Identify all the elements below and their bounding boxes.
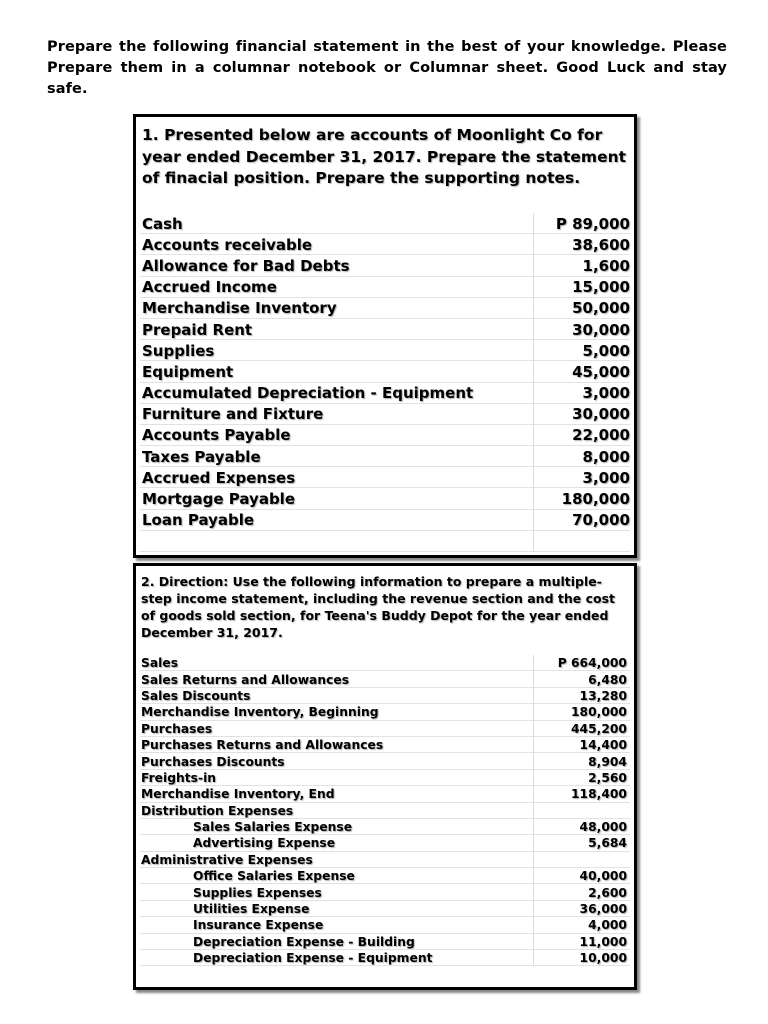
account-amount: 2,560 xyxy=(588,770,627,785)
account-label: Accumulated Depreciation - Equipment xyxy=(142,384,474,403)
table-row xyxy=(136,425,634,446)
section-label: Administrative Expenses xyxy=(141,852,313,867)
account-label: Loan Payable xyxy=(142,511,255,530)
account-amount: 5,000 xyxy=(582,341,630,360)
table-row xyxy=(136,446,634,467)
account-amount: 180,000 xyxy=(561,490,630,509)
account-label: Accrued Expenses xyxy=(142,468,296,487)
account-amount: 3,000 xyxy=(582,384,630,403)
account-amount: 8,000 xyxy=(582,447,630,466)
account-amount: 11,000 xyxy=(579,934,627,949)
account-label: Depreciation Expense - Building xyxy=(193,934,415,949)
account-label: Merchandise Inventory xyxy=(142,299,337,318)
account-label: Office Salaries Expense xyxy=(193,869,355,884)
account-label: Cash xyxy=(142,214,183,233)
account-amount: 6,480 xyxy=(588,672,627,687)
problem-2-table xyxy=(136,655,634,966)
table-row xyxy=(136,277,634,298)
account-label: Purchases Returns and Allowances xyxy=(141,738,384,753)
account-label: Insurance Expense xyxy=(193,918,324,933)
account-amount: 4,000 xyxy=(588,918,627,933)
account-amount: 36,000 xyxy=(579,902,627,917)
problem-2-box xyxy=(133,563,637,990)
account-amount: 38,600 xyxy=(572,235,630,254)
account-label: Taxes Payable xyxy=(142,447,261,466)
problem-1-table xyxy=(136,213,634,552)
account-label: Depreciation Expense - Equipment xyxy=(193,951,433,966)
table-row-empty xyxy=(136,531,634,552)
account-label: Accounts Payable xyxy=(142,426,291,445)
account-amount: 22,000 xyxy=(572,426,630,445)
table-row xyxy=(136,901,634,917)
account-label: Sales Returns and Allowances xyxy=(141,672,350,687)
table-row xyxy=(136,361,634,382)
account-amount: 14,400 xyxy=(579,738,627,753)
account-label: Supplies Expenses xyxy=(193,885,322,900)
problem-1-box xyxy=(133,114,637,558)
account-label: Sales xyxy=(141,656,179,671)
account-amount: 48,000 xyxy=(579,820,627,835)
section-header-row xyxy=(136,803,634,819)
account-amount: 10,000 xyxy=(579,951,627,966)
table-row xyxy=(136,298,634,319)
section-label: Distribution Expenses xyxy=(141,803,294,818)
table-row xyxy=(136,917,634,933)
table-row xyxy=(136,737,634,753)
account-amount: 5,684 xyxy=(588,836,627,851)
account-amount: 13,280 xyxy=(579,688,627,703)
account-amount: 40,000 xyxy=(579,869,627,884)
table-row xyxy=(136,770,634,786)
account-label: Advertising Expense xyxy=(193,836,336,851)
table-row xyxy=(136,655,634,671)
table-row xyxy=(136,688,634,704)
account-amount: 2,600 xyxy=(588,885,627,900)
account-label: Accrued Income xyxy=(142,278,277,297)
table-row xyxy=(136,319,634,340)
table-row xyxy=(136,340,634,361)
instructions-text: Prepare the following financial statement in the best of your knowledge. Please Prepare them in a columnar notebook or Columnar sheet. Good Luck and stay safe. xyxy=(47,39,727,97)
table-row xyxy=(136,467,634,488)
table-row xyxy=(136,234,634,255)
account-label: Sales Discounts xyxy=(141,688,251,703)
table-row xyxy=(136,488,634,509)
account-label: Furniture and Fixture xyxy=(142,405,324,424)
account-label: Accounts receivable xyxy=(142,235,313,254)
account-label: Merchandise Inventory, End xyxy=(141,787,335,802)
table-row xyxy=(136,255,634,276)
section-header-row xyxy=(136,852,634,868)
account-amount: 8,904 xyxy=(588,754,627,769)
table-row xyxy=(136,704,634,720)
table-row xyxy=(136,934,634,950)
table-row xyxy=(136,404,634,425)
account-amount: P 664,000 xyxy=(557,656,627,671)
account-label: Purchases xyxy=(141,721,213,736)
account-amount: 70,000 xyxy=(572,511,630,530)
account-amount: 30,000 xyxy=(572,405,630,424)
table-row xyxy=(136,671,634,687)
account-amount: 180,000 xyxy=(570,705,627,720)
account-label: Sales Salaries Expense xyxy=(193,820,353,835)
account-label: Supplies xyxy=(142,341,215,360)
table-row xyxy=(136,753,634,769)
account-amount: P 89,000 xyxy=(555,214,630,233)
account-label: Allowance for Bad Debts xyxy=(142,256,350,275)
account-label: Freights-in xyxy=(141,770,217,785)
account-label: Purchases Discounts xyxy=(141,754,285,769)
table-row xyxy=(136,819,634,835)
account-amount: 3,000 xyxy=(582,468,630,487)
account-amount: 45,000 xyxy=(572,362,630,381)
table-row xyxy=(136,213,634,234)
problem-2-heading: 2. Direction: Use the following information to prepare a multiple-step income statement, including the revenue section and the cost of goods sold section, for Teena's Buddy Depot for the year ended December 31, 2017. xyxy=(141,574,615,640)
account-label: Mortgage Payable xyxy=(142,490,295,509)
table-row xyxy=(136,510,634,531)
account-amount: 118,400 xyxy=(570,787,627,802)
account-label: Merchandise Inventory, Beginning xyxy=(141,705,379,720)
account-amount: 30,000 xyxy=(572,320,630,339)
table-row xyxy=(136,383,634,404)
table-row xyxy=(136,868,634,884)
account-amount: 1,600 xyxy=(582,256,630,275)
table-row xyxy=(136,721,634,737)
table-row xyxy=(136,786,634,802)
table-row xyxy=(136,884,634,900)
account-amount: 15,000 xyxy=(572,278,630,297)
account-label: Prepaid Rent xyxy=(142,320,253,339)
table-row xyxy=(136,950,634,966)
table-row xyxy=(136,835,634,851)
problem-1-heading: 1. Presented below are accounts of Moonlight Co for year ended December 31, 2017. Prepare the statement of finacial position. Prepare the supporting notes. xyxy=(142,126,627,187)
account-amount: 50,000 xyxy=(572,299,630,318)
account-label: Utilities Expense xyxy=(193,902,310,917)
account-label: Equipment xyxy=(142,362,234,381)
account-amount: 445,200 xyxy=(570,721,627,736)
